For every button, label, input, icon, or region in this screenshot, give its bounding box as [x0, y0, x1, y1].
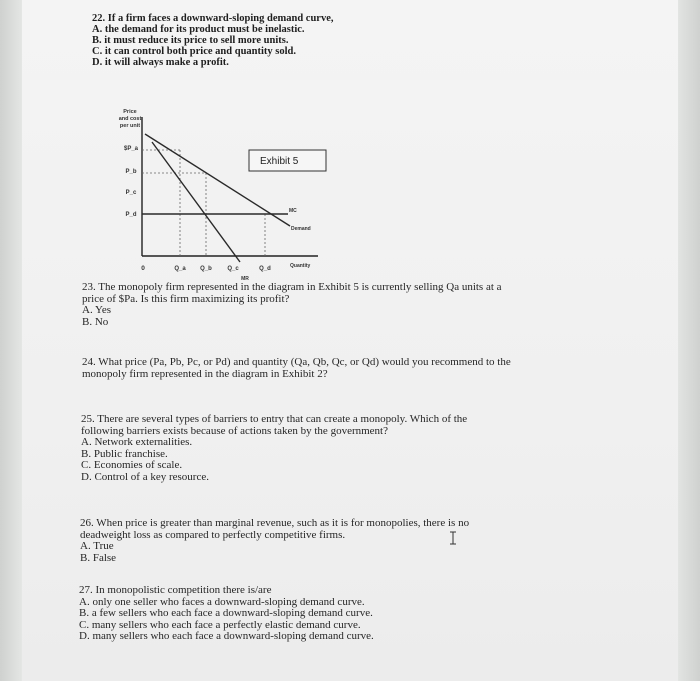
question-22-stem: 22. If a firm faces a downward-sloping demand curve, [92, 13, 334, 24]
tick-pb: P_b [125, 169, 137, 175]
mr-curve [152, 142, 240, 262]
question-26-line-1: 26. When price is greater than marginal revenue, such as it is for monopolies, there is no [80, 517, 470, 529]
question-27-option-b: B. a few sellers who each face a downward-sloping demand curve. [79, 607, 373, 619]
tick-qb: Q_b [200, 266, 212, 272]
question-22-option-a: A. the demand for its product must be inelastic. [92, 24, 305, 35]
tick-qa: Q_a [174, 266, 186, 272]
mc-label: MC [289, 208, 297, 214]
question-25-option-a: A. Network externalities. [81, 436, 193, 448]
question-26-line-2: deadweight loss as compared to perfectly competitive firms. [80, 528, 346, 541]
demand-label: Demand [291, 226, 311, 232]
demand-curve [145, 134, 290, 226]
question-25-option-d: D. Control of a key resource. [81, 470, 209, 483]
question-22-option-d: D. it will always make a profit. [92, 57, 229, 68]
question-27-option-c: C. many sellers who each face a perfectly elastic demand curve. [79, 618, 361, 631]
question-23-option-b: B. No [82, 315, 109, 328]
question-25-line-2: following barriers exists because of actions taken by the government? [81, 424, 388, 437]
question-27 [79, 585, 374, 643]
question-24 [82, 357, 511, 380]
tick-qc: Q_c [227, 266, 239, 272]
tick-pd: P_d [125, 212, 137, 218]
question-26-option-a: A. True [80, 540, 114, 552]
question-23 [82, 282, 502, 328]
question-27-stem: 27. In monopolistic competition there is/are [79, 584, 272, 596]
y-axis-label-3: per unit [119, 123, 141, 129]
question-27-option-d: D. many sellers who each face a downward-sloping demand curve. [79, 630, 374, 642]
question-23-option-a: A. Yes [82, 304, 112, 316]
question-25-option-c: C. Economies of scale. [81, 459, 183, 471]
question-22-option-c: C. it can control both price and quantity sold. [92, 46, 296, 57]
question-26 [80, 518, 469, 564]
question-27-option-a: A. only one seller who faces a downward-sloping demand curve. [79, 595, 365, 608]
question-25 [81, 414, 467, 483]
exhibit-title: Exhibit 5 [260, 156, 299, 167]
mr-label: MR [241, 276, 249, 282]
tick-qd: Q_d [259, 266, 271, 272]
text-cursor-icon [448, 531, 458, 545]
question-25-option-b: B. Public franchise. [81, 447, 168, 460]
y-axis-label-2: and cost [118, 116, 142, 122]
question-25-line-1: 25. There are several types of barriers to entry that can create a monopoly. Which of the [81, 413, 468, 425]
y-axis-label-1: Price [123, 109, 137, 115]
x-axis-label: Quantity [290, 263, 311, 269]
question-23-line-2: price of $Pa. Is this firm maximizing its profit? [82, 292, 290, 305]
question-23-line-1: 23. The monopoly firm represented in the diagram in Exhibit 5 is currently selling Qa units at a [82, 281, 502, 293]
question-22-option-b: B. it must reduce its price to sell more units. [92, 35, 289, 46]
question-24-line-1: 24. What price (Pa, Pb, Pc, or Pd) and quantity (Qa, Qb, Qc, or Qd) would you recommend to the [82, 356, 511, 368]
tick-pc: P_c [125, 190, 137, 196]
question-24-line-2: monopoly firm represented in the diagram in Exhibit 2? [82, 367, 328, 380]
tick-origin: 0 [141, 265, 145, 272]
tick-pa: $P_a [123, 146, 139, 152]
question-26-option-b: B. False [80, 551, 117, 564]
